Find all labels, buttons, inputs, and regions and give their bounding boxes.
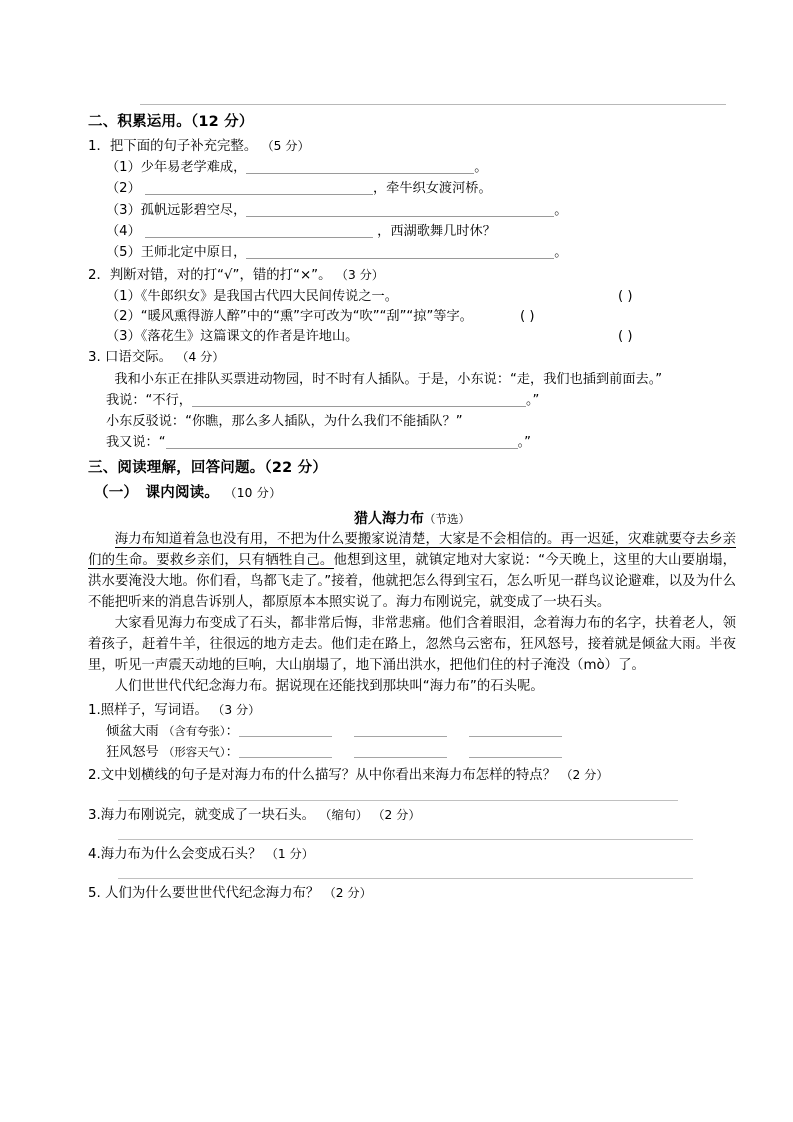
- question-2-3-text: 3. 口语交际。: [88, 350, 172, 366]
- q3-tag: （缩句）: [319, 807, 369, 822]
- passage-paragraph-3: 人们世世代代纪念海力布。据说现在还能找到那块叫“海力布”的石头呢。: [114, 678, 544, 694]
- q1-text: 照样子，写词语。: [100, 702, 208, 718]
- q4-points: （1 分）: [265, 846, 314, 861]
- fill-item-4: [88, 222, 736, 242]
- example-hint: （形容天气）: [162, 745, 226, 760]
- q3-points: （2 分）: [372, 807, 421, 822]
- fill-item-5: [88, 243, 736, 263]
- passage-title: [88, 508, 736, 528]
- question-2-1-points: （5 分）: [261, 139, 310, 154]
- answer-blank[interactable]: [354, 745, 447, 758]
- question-2-2-points: （3 分）: [335, 267, 384, 282]
- q5-text: 人们为什么要世世代代纪念海力布？: [105, 886, 320, 902]
- oral-line-2: 小东反驳说：“你瞧，那么多人插队，为什么我们不能插队？”: [106, 414, 463, 430]
- answer-rule-q4[interactable]: [118, 878, 693, 879]
- passage-paragraph-1: [88, 530, 736, 614]
- passage-title-main: 猎人海力布: [354, 511, 424, 528]
- q2-number: 2.: [88, 768, 101, 784]
- fill-item-3: [88, 201, 736, 221]
- item-after-text: 。: [474, 160, 488, 176]
- q3-text: 海力布刚说完，就变成了一块石头。: [100, 807, 316, 823]
- fill-item-1: [88, 158, 736, 178]
- answer-blank[interactable]: [354, 724, 447, 737]
- item-before-text: 孤帆远影碧空尽，: [140, 202, 247, 218]
- oral-scenario: 我和小东正在排队买票进动物园，时不时有人插队。于是，小东说：“走，我们也插到前面去。”: [114, 371, 663, 387]
- answer-blank[interactable]: [239, 724, 332, 737]
- q3-number: 3.: [88, 807, 101, 823]
- reading-question-1-label: [88, 701, 736, 721]
- q4-number: 4.: [88, 846, 101, 862]
- reading-question-5-label: [88, 884, 736, 904]
- item-after-text: ，西湖歌舞几时休？: [377, 223, 496, 239]
- speaker-prefix: 我又说：“: [106, 435, 166, 451]
- q1-number: 1.: [88, 702, 101, 718]
- speaker-prefix: 我说：“不行，: [106, 393, 192, 409]
- example-word: 倾盆大雨: [106, 724, 159, 740]
- reading-part-1-text: （一） 课内阅读。: [94, 485, 220, 502]
- reading-question-2-label: [88, 766, 736, 786]
- item-number: （1）: [106, 289, 141, 305]
- reading-part-1-label: [94, 483, 736, 504]
- item-number: （3）: [106, 202, 141, 218]
- question-2-2-label: [88, 266, 736, 286]
- answer-blank[interactable]: [469, 745, 562, 758]
- answer-parens[interactable]: ( ): [618, 289, 633, 305]
- item-number: （2）: [106, 181, 141, 197]
- answer-blank[interactable]: [145, 224, 373, 238]
- word-example-row-2: [88, 743, 736, 763]
- answer-blank[interactable]: [145, 181, 373, 195]
- item-after-text: ，牵牛织女渡河桥。: [372, 181, 492, 197]
- section-2-heading: 二、积累运用。（12 分）: [88, 114, 254, 130]
- fill-item-2: [88, 179, 736, 199]
- q4-text: 海力布为什么会变成石头？: [100, 846, 262, 862]
- question-2-2-text: 2．判断对错，对的打“√”，错的打“×”。: [88, 267, 332, 283]
- item-after-text: 。: [554, 202, 568, 218]
- question-2-1-text: 1．把下面的句子补充完整。: [88, 139, 258, 155]
- q5-points: （2 分）: [323, 886, 372, 901]
- answer-parens[interactable]: ( ): [520, 309, 535, 325]
- q2-text: 文中划横线的句子是对海力布的什么描写？从中你看出来海力布怎样的特点？: [100, 768, 557, 784]
- question-2-3-points: （4 分）: [176, 350, 225, 365]
- word-example-row-1: [88, 722, 736, 742]
- page-content: [88, 104, 736, 906]
- item-number: （3）: [106, 329, 141, 345]
- answer-rule-q3[interactable]: [118, 839, 693, 840]
- oral-line-1: [88, 391, 736, 411]
- example-colon: ：: [225, 724, 239, 740]
- example-word: 狂风怒号: [106, 745, 159, 761]
- underlined-sentence: 海力布知道着急也没有用，不把为什么要搬家说清楚，大家是不会相信的。再一迟延，灾难就要夺去乡亲们的生命。要救乡亲们，只有牺牲自己。: [88, 532, 736, 569]
- item-number: （5）: [106, 244, 141, 260]
- question-2-1-label: [88, 137, 736, 157]
- example-colon: ：: [225, 745, 239, 761]
- reading-question-3-label: [88, 806, 736, 826]
- answer-rule-q2[interactable]: [118, 800, 678, 801]
- answer-blank[interactable]: [246, 245, 554, 259]
- item-statement: “暖风熏得游人醉”中的“熏”字可改为“吹”“刮”“掠”等字。: [140, 309, 473, 325]
- passage-paragraph-2: 大家看见海力布变成了石头，都非常后悔，非常悲痛。他们含着眼泪，念着海力布的名字，扶着老人，领着孩子，赶着牛羊，往很远的地方走去。他们走在路上，忽然乌云密布，狂风怒号，接着就是倾盆大雨。半夜里，听见一声震天动地的巨响，大山崩塌了，地下涌出洪水，把他们住的村子淹没（mò）了。: [88, 616, 736, 673]
- reading-part-1-points: （10 分）: [224, 486, 282, 501]
- item-before-text: 王师北定中原日，: [140, 244, 247, 260]
- example-hint: （含有夸张）: [162, 724, 226, 739]
- true-false-item-2: [88, 307, 736, 327]
- speaker-suffix: 。”: [517, 435, 532, 451]
- oral-line-3: [88, 433, 736, 453]
- answer-blank[interactable]: [239, 745, 332, 758]
- reading-question-4-label: [88, 845, 736, 865]
- item-statement: 《牛郎织女》是我国古代四大民间传说之一。: [140, 289, 398, 305]
- item-number: （1）: [106, 160, 141, 176]
- item-number: （4）: [106, 223, 141, 239]
- item-after-text: 。: [554, 244, 568, 260]
- speaker-suffix: 。”: [525, 393, 540, 409]
- q2-points: （2 分）: [560, 768, 609, 783]
- q5-number: 5.: [88, 886, 101, 902]
- q1-points: （3 分）: [212, 702, 261, 717]
- answer-blank[interactable]: [192, 393, 526, 407]
- top-divider: [140, 104, 726, 105]
- passage-title-sub: （节选）: [424, 512, 470, 527]
- item-before-text: 少年易老学难成，: [140, 160, 247, 176]
- answer-blank[interactable]: [469, 724, 562, 737]
- answer-blank[interactable]: [166, 435, 518, 449]
- question-2-3-label: [88, 348, 736, 368]
- answer-parens[interactable]: ( ): [618, 329, 633, 345]
- answer-blank[interactable]: [246, 203, 554, 217]
- item-statement: 《落花生》这篇课文的作者是许地山。: [140, 329, 359, 345]
- section-3-heading: 三、阅读理解，回答问题。（22 分）: [88, 460, 328, 477]
- true-false-item-3: [88, 327, 736, 347]
- answer-blank[interactable]: [246, 160, 474, 174]
- item-number: （2）: [106, 309, 141, 325]
- paragraph-1-rest: 他想到这里，就镇定地对大家说：“今天晚上，这里的大山要崩塌，洪水要淹没大地。你们看，鸟都飞走了。”接着，他就把怎么得到宝石，怎么听见一群鸟议论避难，以及为什么不能把听来的消息告诉别人，都原原本本照实说了。海力布刚说完，就变成了一块石头。: [88, 553, 737, 611]
- true-false-item-1: [88, 287, 736, 307]
